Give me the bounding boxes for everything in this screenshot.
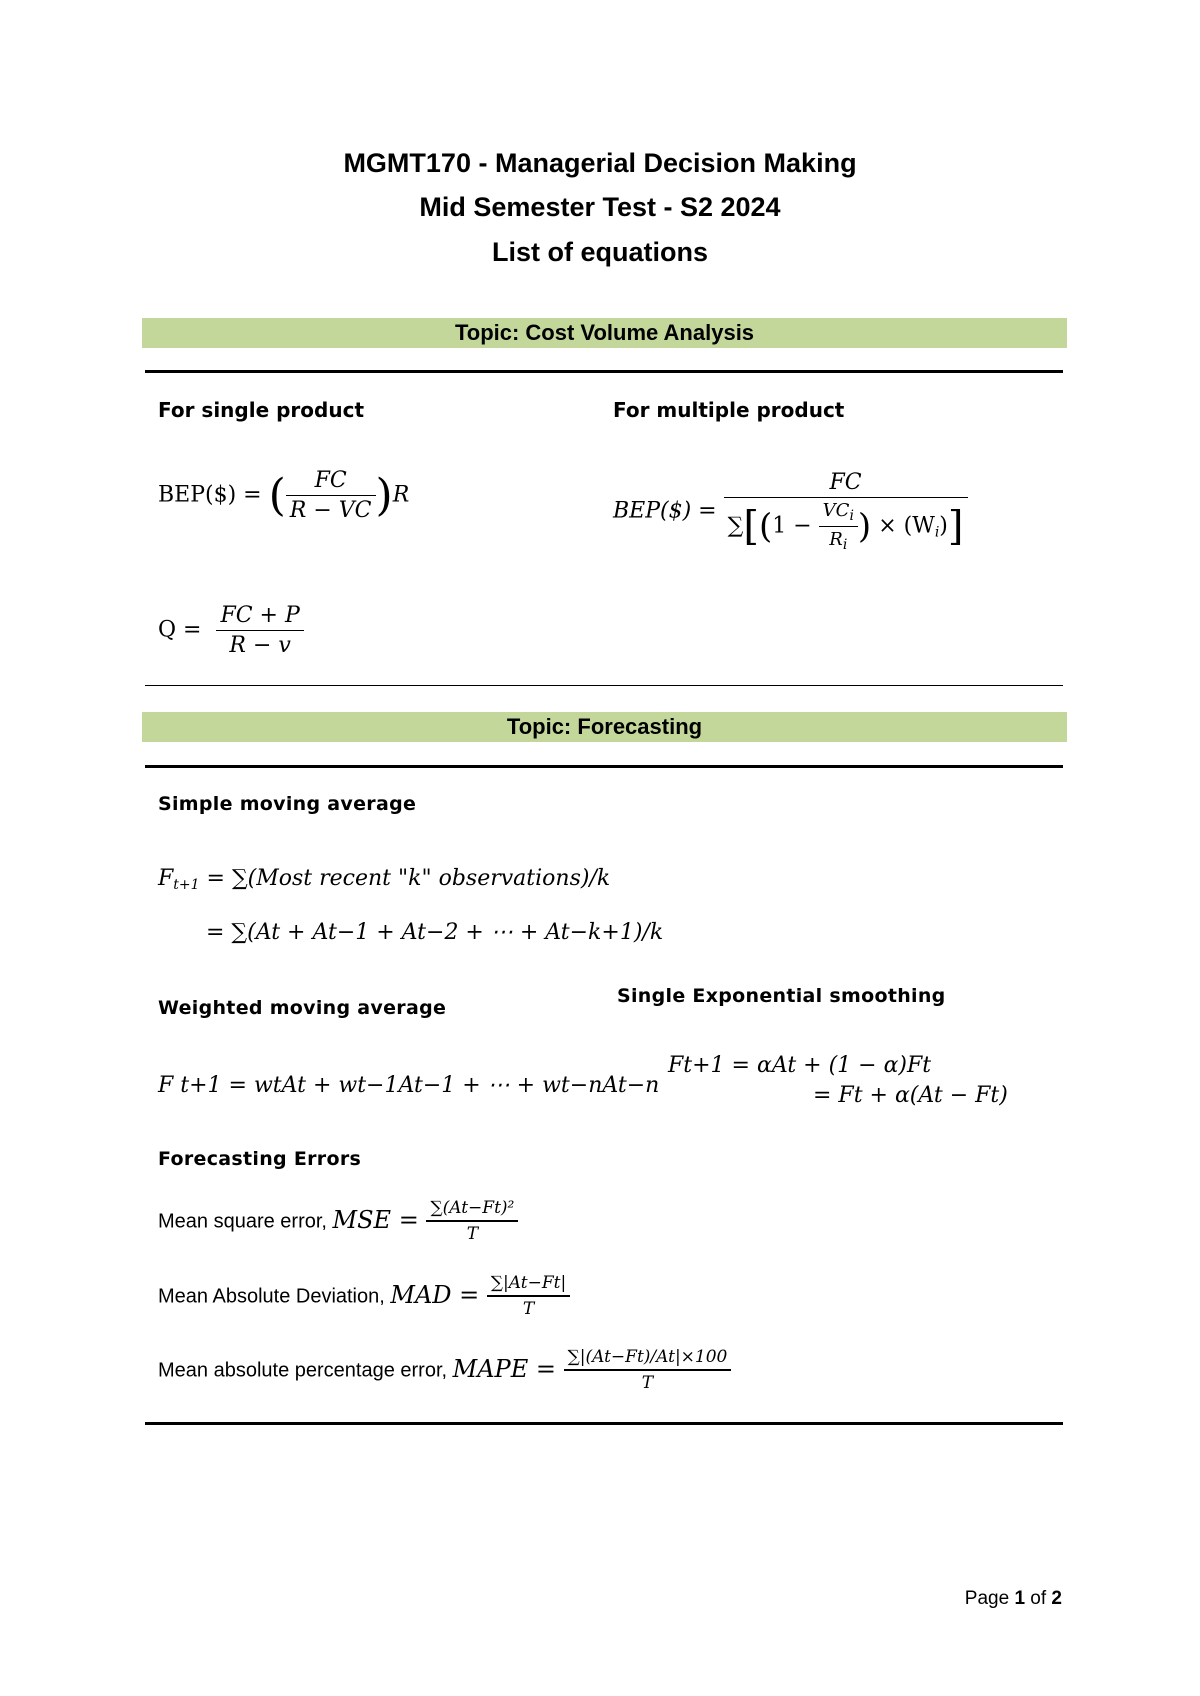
topic-band-cost-volume: Topic: Cost Volume Analysis — [142, 318, 1067, 348]
break-even-quantity-equation: Q = $\frac{FC + P}{R - v}$ — [158, 603, 304, 658]
sma-label: Simple moving average — [158, 793, 417, 815]
mape-row: Mean absolute percentage error, MAPE = $\frac{\sum|(At-Ft)/At|\times 100}{T}$ — [158, 1347, 731, 1393]
mse-text: Mean square error, — [158, 1210, 333, 1233]
ses-label: Single Exponential smoothing — [617, 985, 946, 1007]
topic-band-forecasting: Topic: Forecasting — [142, 712, 1067, 742]
mape-text: Mean absolute percentage error, — [158, 1359, 453, 1382]
wma-equation: F t+1 = wtAt + wt−1At−1 + ⋯ + wt−nAt−n — [158, 1073, 660, 1098]
wma-label: Weighted moving average — [158, 997, 447, 1019]
single-product-label: For single product — [158, 398, 365, 422]
forecasting-errors-label: Forecasting Errors — [158, 1148, 362, 1170]
section-rule — [145, 370, 1063, 373]
ses-equation-line1: Ft+1 = αAt + (1 − α)Ft — [668, 1053, 932, 1078]
ses-equation-line2: = Ft + α(At − Ft) — [813, 1083, 1008, 1108]
document-title: MGMT170 - Managerial Decision Making — [343, 148, 857, 178]
document-subtitle: Mid Semester Test - S2 2024 — [419, 192, 781, 222]
sma-equation-line2: = ∑(At + At−1 + At−2 + ⋯ + At−k+1)/k — [206, 920, 664, 945]
section-rule — [145, 1422, 1063, 1425]
mse-row: Mean square error, MSE = $\frac{\text{∑(At−Ft)²}}{T}$ — [158, 1198, 518, 1244]
mad-row: Mean Absolute Deviation, MAD = $\frac{\sum|At-Ft|}{T}$ — [158, 1273, 570, 1319]
section-rule — [145, 765, 1063, 768]
sma-equation-line1: $F_{t+1}$ = ∑(Most recent "k" observations)/k — [158, 866, 611, 893]
bep-single-equation: BEP($) = ( $\frac{FC}{R - VC}$ )R — [158, 468, 410, 523]
mad-text: Mean Absolute Deviation, — [158, 1285, 391, 1308]
page-number: Page 1 of 2 — [964, 1588, 1062, 1609]
section-rule — [145, 685, 1063, 686]
document-heading: List of equations — [492, 237, 708, 267]
bep-multi-equation: BEP($) = FC ∑[(1 − $\frac{VC_i}{R_i}$ ) × $(W_i)$] — [613, 470, 968, 553]
multiple-product-label: For multiple product — [613, 398, 845, 422]
